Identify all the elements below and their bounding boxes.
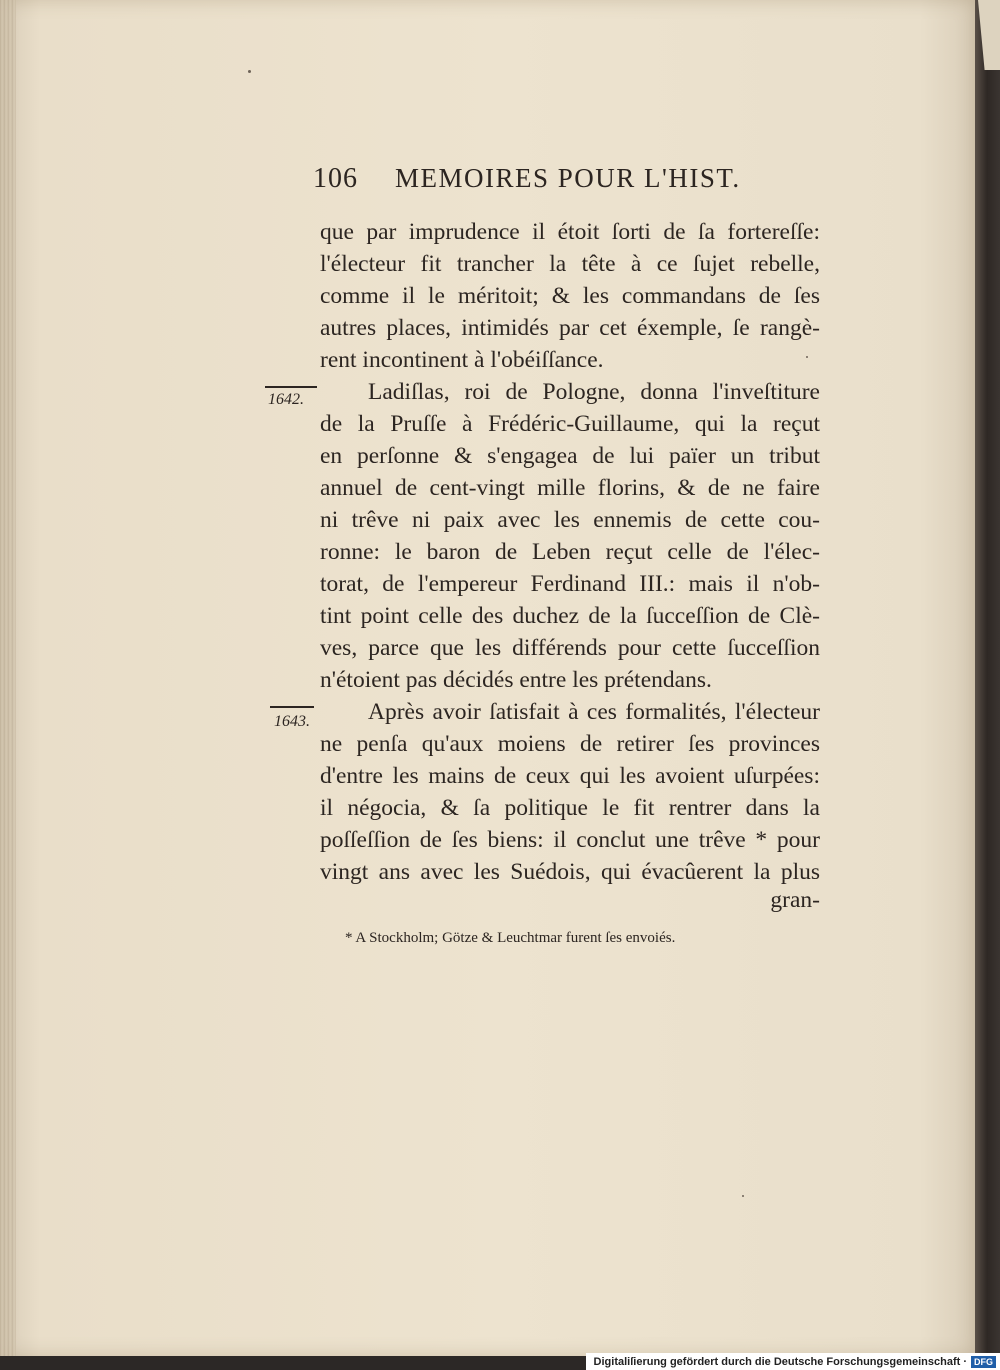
- running-title: MEMOIRES POUR L'HIST.: [395, 163, 741, 193]
- text-line: poſſeſſion de ſes biens: il conclut une trêve * pour: [320, 827, 820, 853]
- binding-shadow: [975, 0, 1000, 1356]
- text-line: Ladiſlas, roi de Pologne, donna l'inveſtiture: [368, 379, 820, 405]
- dfg-logo: DFG: [971, 1356, 996, 1368]
- digitization-credit: [586, 1353, 1000, 1370]
- text-line: ne penſa qu'aux moiens de retirer ſes provinces: [320, 731, 820, 757]
- text-line: il négocia, & ſa politique le fit rentrer dans la: [320, 795, 820, 821]
- margin-year: 1642.: [268, 391, 304, 408]
- text-line: d'entre les mains de ceux qui les avoient uſurpées:: [320, 763, 820, 789]
- text-line: de la Pruſſe à Frédéric-Guillaume, qui la reçut: [320, 411, 820, 437]
- credit-text: Digitaliſierung gefördert durch die Deutsche Forschungsgemeinschaft ·: [593, 1355, 967, 1368]
- text-line: vingt ans avec les Suédois, qui évacûerent la plus: [320, 859, 820, 885]
- footnote: * A Stockholm; Götze & Leuchtmar furent ſes envoiés.: [345, 930, 676, 946]
- text-line: ves, parce que les différends pour cette ſucceſſion: [320, 635, 820, 661]
- page-stack-edge: [0, 0, 16, 1356]
- paper-speck: [248, 70, 251, 73]
- text-line: Après avoir ſatisfait à ces formalités, l'électeur: [368, 699, 820, 725]
- text-line: en perſonne & s'engagea de lui païer un tribut: [320, 443, 820, 469]
- margin-rule: [270, 706, 314, 708]
- text-line: ronne: le baron de Leben reçut celle de l'élec-: [320, 539, 820, 565]
- text-line: rent incontinent à l'obéiſſance.: [320, 347, 604, 373]
- paper-speck: [742, 1195, 744, 1197]
- margin-year: 1643.: [274, 713, 310, 730]
- catchword: gran-: [770, 887, 820, 913]
- text-line: comme il le méritoit; & les commandans de ſes: [320, 283, 820, 309]
- text-line: l'électeur fit trancher la tête à ce ſujet rebelle,: [320, 251, 820, 277]
- text-line: autres places, intimidés par cet éxemple, ſe rangè-: [320, 315, 820, 341]
- page-number: 106: [313, 163, 358, 194]
- margin-rule: [265, 386, 317, 388]
- text-line: n'étoient pas décidés entre les prétendans.: [320, 667, 712, 693]
- text-line: annuel de cent-vingt mille florins, & de ne faire: [320, 475, 820, 501]
- text-line: tint point celle des duchez de la ſucceſſion de Clè-: [320, 603, 820, 629]
- running-head: [313, 163, 833, 203]
- text-line: que par imprudence il étoit ſorti de ſa fortereſſe:: [320, 219, 820, 245]
- text-line: torat, de l'empereur Ferdinand III.: mais il n'ob-: [320, 571, 820, 597]
- text-line: ni trêve ni paix avec les ennemis de cette cou-: [320, 507, 820, 533]
